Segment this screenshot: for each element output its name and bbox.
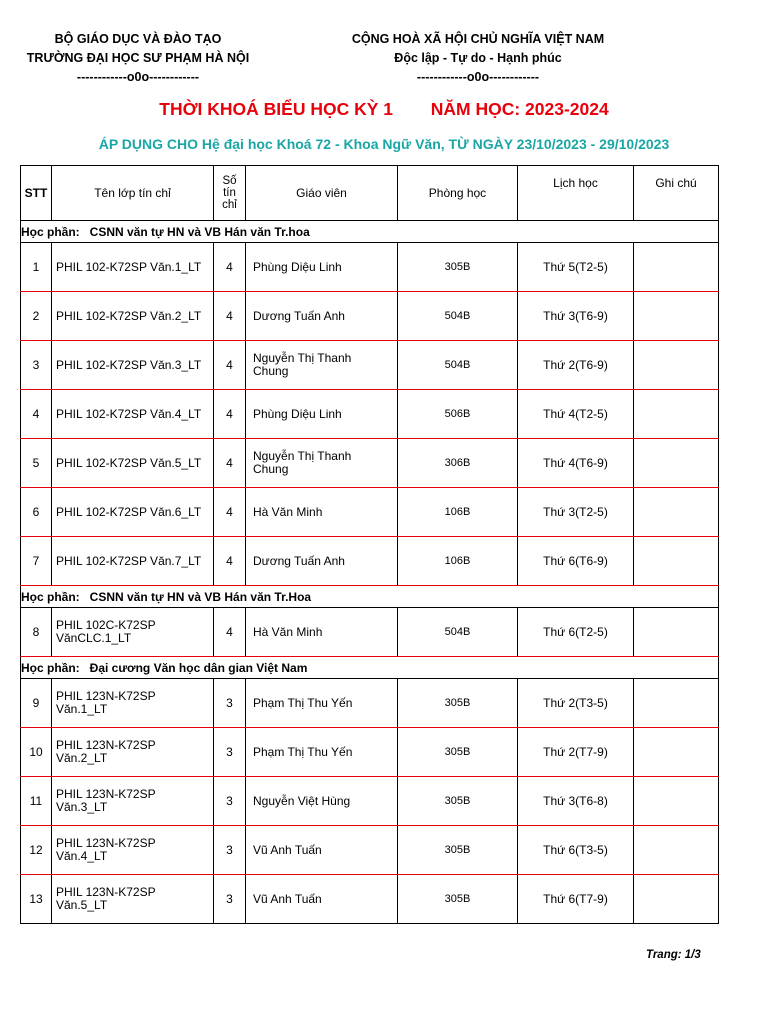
header-right-divider: ------------o0o------------: [416, 70, 540, 84]
cell-stt: 13: [21, 875, 52, 924]
class-name-line1: PHIL 102-K72SP Văn.6_LT: [56, 504, 202, 519]
cell-teacher: [246, 341, 398, 390]
teacher-line1: Dương Tuấn Anh: [253, 308, 345, 323]
col-header-schedule: Lịch học: [518, 166, 634, 221]
cell-credits: 4: [214, 439, 246, 488]
section-row: [21, 221, 719, 243]
table-row: [21, 488, 719, 537]
col-header-stt: STT: [21, 166, 52, 221]
table-row: [21, 439, 719, 488]
class-name-line2: Văn.1_LT: [56, 702, 108, 716]
header-left-divider: ------------o0o------------: [76, 70, 200, 84]
cell-note: [634, 608, 719, 657]
class-name-line1: PHIL 102-K72SP Văn.5_LT: [56, 455, 202, 470]
table-header-row: [21, 166, 719, 221]
cell-credits: 4: [214, 390, 246, 439]
title-semester: THỜI KHOÁ BIỂU HỌC KỲ 1: [159, 99, 393, 119]
cell-credits: 3: [214, 875, 246, 924]
table-body: [21, 221, 719, 924]
class-name-line2: VănCLC.1_LT: [56, 631, 132, 645]
timetable: [20, 165, 719, 924]
country-name: CỘNG HOÀ XÃ HỘI CHỦ NGHĨA VIỆT NAM: [351, 32, 605, 46]
class-name-line1: PHIL 123N-K72SP: [56, 787, 156, 801]
cell-schedule: Thứ 6(T7-9): [518, 875, 634, 924]
cell-room: 106B: [398, 488, 518, 537]
cell-note: [634, 292, 719, 341]
teacher-line1: Hà Văn Minh: [253, 504, 323, 519]
class-name-line2: Văn.5_LT: [56, 898, 108, 912]
cell-note: [634, 341, 719, 390]
cell-note: [634, 777, 719, 826]
table-row: [21, 608, 719, 657]
cell-class-name: [52, 439, 214, 488]
cell-stt: 11: [21, 777, 52, 826]
cell-schedule: Thứ 2(T3-5): [518, 679, 634, 728]
cell-schedule: Thứ 6(T6-9): [518, 537, 634, 586]
cell-note: [634, 826, 719, 875]
teacher-line1: Phùng Diệu Linh: [253, 259, 342, 274]
cell-room: 305B: [398, 777, 518, 826]
class-name-line1: PHIL 123N-K72SP: [56, 885, 156, 899]
class-name-line1: PHIL 123N-K72SP: [56, 738, 156, 752]
teacher-line1: Vũ Anh Tuấn: [253, 842, 322, 857]
class-name-line2: Văn.2_LT: [56, 751, 108, 765]
cell-room: 305B: [398, 875, 518, 924]
cell-stt: 9: [21, 679, 52, 728]
title-year: NĂM HỌC: 2023-2024: [430, 99, 609, 119]
teacher-line2: Chung: [253, 462, 289, 476]
class-name-line2: Văn.3_LT: [56, 800, 108, 814]
cell-schedule: Thứ 2(T6-9): [518, 341, 634, 390]
class-name-line2: Văn.4_LT: [56, 849, 108, 863]
cell-room: 504B: [398, 292, 518, 341]
cell-schedule: Thứ 3(T2-5): [518, 488, 634, 537]
cell-note: [634, 728, 719, 777]
cell-credits: 4: [214, 608, 246, 657]
cell-schedule: Thứ 3(T6-9): [518, 292, 634, 341]
cell-room: 305B: [398, 826, 518, 875]
cell-class-name: [52, 728, 214, 777]
cell-stt: 7: [21, 537, 52, 586]
cell-room: 305B: [398, 728, 518, 777]
cell-class-name: [52, 292, 214, 341]
section-heading: Học phần: CSNN văn tự HN và VB Hán văn Tr.Hoa: [21, 586, 719, 608]
teacher-line1: Vũ Anh Tuấn: [253, 891, 322, 906]
cell-stt: 8: [21, 608, 52, 657]
cell-schedule: Thứ 6(T2-5): [518, 608, 634, 657]
cell-teacher: [246, 292, 398, 341]
cell-teacher: [246, 777, 398, 826]
cell-schedule: Thứ 5(T2-5): [518, 243, 634, 292]
cell-note: [634, 537, 719, 586]
class-name-line1: PHIL 102-K72SP Văn.2_LT: [56, 308, 202, 323]
section-row: [21, 586, 719, 608]
cell-schedule: Thứ 6(T3-5): [518, 826, 634, 875]
cell-class-name: [52, 390, 214, 439]
header-right: [318, 30, 638, 87]
class-name-line1: PHIL 123N-K72SP: [56, 689, 156, 703]
cell-class-name: [52, 341, 214, 390]
cell-room: 504B: [398, 608, 518, 657]
cell-room: 306B: [398, 439, 518, 488]
cell-note: [634, 390, 719, 439]
cell-credits: 4: [214, 292, 246, 341]
cell-room: 305B: [398, 679, 518, 728]
cell-stt: 1: [21, 243, 52, 292]
cell-class-name: [52, 608, 214, 657]
col-header-note: Ghi chú: [634, 166, 719, 221]
col-header-credits: Số tín chỉ: [214, 166, 246, 221]
teacher-line1: Dương Tuấn Anh: [253, 553, 345, 568]
page-number: Trang: 1/3: [646, 949, 701, 961]
cell-teacher: [246, 826, 398, 875]
cell-class-name: [52, 826, 214, 875]
cell-credits: 4: [214, 537, 246, 586]
cell-room: 305B: [398, 243, 518, 292]
cell-credits: 4: [214, 488, 246, 537]
cell-schedule: Thứ 4(T2-5): [518, 390, 634, 439]
cell-credits: 3: [214, 728, 246, 777]
teacher-line1: Nguyễn Thị Thanh: [253, 351, 352, 365]
cell-teacher: [246, 679, 398, 728]
page-title: [0, 99, 768, 120]
ministry-name: BỘ GIÁO DỤC VÀ ĐÀO TẠO: [54, 32, 222, 46]
cell-credits: 4: [214, 341, 246, 390]
cell-schedule: Thứ 3(T6-8): [518, 777, 634, 826]
cell-schedule: Thứ 2(T7-9): [518, 728, 634, 777]
cell-stt: 2: [21, 292, 52, 341]
class-name-line1: PHIL 102-K72SP Văn.1_LT: [56, 259, 202, 274]
table-row: [21, 243, 719, 292]
cell-teacher: [246, 439, 398, 488]
class-name-line1: PHIL 123N-K72SP: [56, 836, 156, 850]
cell-note: [634, 243, 719, 292]
col-header-room: Phòng học: [398, 166, 518, 221]
cell-class-name: [52, 679, 214, 728]
teacher-line1: Hà Văn Minh: [253, 624, 323, 639]
table-row: [21, 777, 719, 826]
table-row: [21, 728, 719, 777]
cell-stt: 10: [21, 728, 52, 777]
teacher-line1: Nguyễn Việt Hùng: [253, 793, 351, 808]
cell-note: [634, 488, 719, 537]
table-row: [21, 679, 719, 728]
teacher-line1: Nguyễn Thị Thanh: [253, 449, 352, 463]
cell-teacher: [246, 243, 398, 292]
class-name-line1: PHIL 102C-K72SP: [56, 618, 156, 632]
cell-stt: 3: [21, 341, 52, 390]
teacher-line1: Phạm Thị Thu Yến: [253, 695, 353, 710]
table-row: [21, 537, 719, 586]
cell-note: [634, 679, 719, 728]
page-subtitle: ÁP DỤNG CHO Hệ đại học Khoá 72 - Khoa Ngữ Văn, TỪ NGÀY 23/10/2023 - 29/10/2023: [98, 136, 670, 152]
cell-class-name: [52, 488, 214, 537]
motto: Độc lập - Tự do - Hạnh phúc: [394, 51, 562, 65]
class-name-line1: PHIL 102-K72SP Văn.3_LT: [56, 357, 202, 372]
cell-stt: 6: [21, 488, 52, 537]
cell-class-name: [52, 777, 214, 826]
cell-credits: 3: [214, 826, 246, 875]
cell-class-name: [52, 537, 214, 586]
teacher-line1: Phạm Thị Thu Yến: [253, 744, 353, 759]
cell-schedule: Thứ 4(T6-9): [518, 439, 634, 488]
cell-note: [634, 875, 719, 924]
header-left: [8, 30, 268, 87]
cell-credits: 3: [214, 679, 246, 728]
cell-teacher: [246, 537, 398, 586]
teacher-line1: Phùng Diệu Linh: [253, 406, 342, 421]
section-heading: Học phần: Đại cương Văn học dân gian Việt Nam: [21, 657, 719, 679]
cell-teacher: [246, 875, 398, 924]
cell-room: 506B: [398, 390, 518, 439]
table-row: [21, 875, 719, 924]
table-row: [21, 826, 719, 875]
table-row: [21, 341, 719, 390]
cell-class-name: [52, 243, 214, 292]
cell-stt: 4: [21, 390, 52, 439]
cell-teacher: [246, 488, 398, 537]
cell-stt: 12: [21, 826, 52, 875]
university-name: TRƯỜNG ĐẠI HỌC SƯ PHẠM HÀ NỘI: [26, 51, 250, 65]
cell-stt: 5: [21, 439, 52, 488]
table-row: [21, 390, 719, 439]
class-name-line1: PHIL 102-K72SP Văn.4_LT: [56, 406, 202, 421]
cell-teacher: [246, 390, 398, 439]
cell-note: [634, 439, 719, 488]
teacher-line2: Chung: [253, 364, 289, 378]
table-row: [21, 292, 719, 341]
cell-teacher: [246, 608, 398, 657]
section-row: [21, 657, 719, 679]
cell-class-name: [52, 875, 214, 924]
cell-room: 504B: [398, 341, 518, 390]
class-name-line1: PHIL 102-K72SP Văn.7_LT: [56, 553, 202, 568]
col-header-teacher: Giáo viên: [246, 166, 398, 221]
cell-teacher: [246, 728, 398, 777]
cell-credits: 3: [214, 777, 246, 826]
cell-room: 106B: [398, 537, 518, 586]
cell-credits: 4: [214, 243, 246, 292]
section-heading: Học phần: CSNN văn tự HN và VB Hán văn Tr.hoa: [21, 221, 719, 243]
col-header-name: Tên lớp tín chỉ: [52, 166, 214, 221]
